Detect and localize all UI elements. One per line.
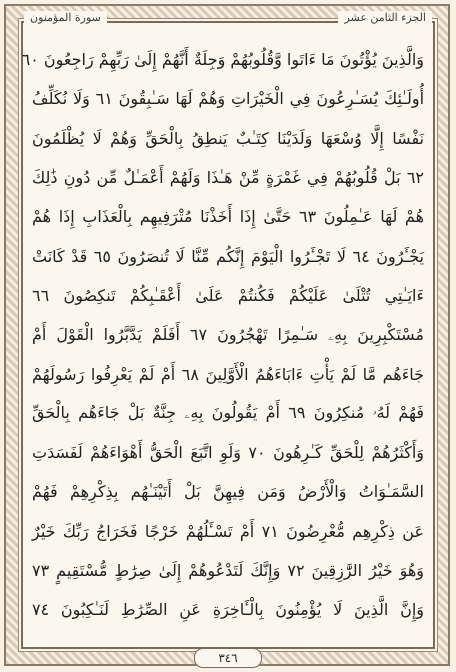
text-line: السَّمَـٰوَاتُ وَالْأَرْضُ وَمَن فِيهِنَّ بَلْ أَتَيْنَـٰهُم بِذِكْرِهِمْ فَهُمْ bbox=[32, 482, 424, 502]
text-line: يَجْـَٔرُونَ ٦٤ لَا تَجْـَٔرُوا الْيَوْمَ إِنَّكُم مِّنَّا لَا تُنصَرُونَ ٦٥ قَدْ كَانَتْ bbox=[32, 246, 425, 266]
text-line: هُمْ لَهَا عَـٰمِلُونَ ٦٣ حَتَّىٰ إِذَا أَخَذْنَا مُتْرَفِيهِم بِالْعَذَابِ إِذَا هُمْ bbox=[32, 207, 424, 227]
page-footer bbox=[178, 648, 278, 668]
text-line: ءَايَـٰتِي تُتْلَىٰ عَلَيْكُمْ فَكُنتُمْ عَلَىٰ أَعْقَـٰبِكُمْ تَنكِصُونَ ٦٦ bbox=[32, 285, 424, 305]
text-line: وَإِنَّ الَّذِينَ لَا يُؤْمِنُونَ بِالْـَٔاخِرَةِ عَنِ الصِّرَٰطِ لَنَـٰكِبُونَ ٧٤ bbox=[32, 600, 424, 620]
text-line: فَهُمْ لَهُۥ مُنكِرُونَ ٦٩ أَمْ يَقُولُونَ بِهِۦ جِنَّةٌ بَلْ جَاءَهُم بِالْحَقِّ bbox=[32, 403, 424, 423]
juz-label: الجزء الثامن عشر bbox=[338, 11, 432, 24]
text-line: نَفْسًا إِلَّا وُسْعَهَا وَلَدَيْنَا كِتَـٰبٌ يَنطِقُ بِالْحَقِّ وَهُمْ لَا يُظْلَمُونَ bbox=[32, 128, 424, 148]
text-line: ٦٢ بَلْ قُلُوبُهُمْ فِي غَمْرَةٍ مِّنْ هَـٰذَا وَلَهُمْ أَعْمَـٰلٌ مِّن دُونِ ذَٰلِكَ bbox=[32, 168, 424, 188]
text-line: جَاءَهُم مَّا لَمْ يَأْتِ ءَابَاءَهُمُ الْأَوَّلِينَ ٦٨ أَمْ لَمْ يَعْرِفُوا رَسُولَهُمْ bbox=[32, 364, 424, 384]
page-header bbox=[24, 4, 432, 30]
text-line: وَالَّذِينَ يُؤْتُونَ مَا ءَاتَوا وَّقُلُوبُهُمْ وَجِلَةٌ أَنَّهُمْ إِلَىٰ رَبِّهِمْ رَاجِعُونَ ٦٠ bbox=[21, 50, 424, 70]
surah-label: سورة المؤمنون bbox=[24, 11, 107, 24]
text-line: وَهُوَ خَيْرُ الرَّٰزِقِينَ ٧٢ وَإِنَّكَ لَتَدْعُوهُمْ إِلَىٰ صِرَٰطٍ مُّسْتَقِيمٍ ٧٣ bbox=[32, 561, 425, 580]
page-number: ٣٤٦ bbox=[194, 648, 262, 668]
text-line: أُولَـٰئِكَ يُسَـٰرِعُونَ فِي الْخَيْرَاتِ وَهُمْ لَهَا سَـٰبِقُونَ ٦١ وَلَا نُكَلِّفُ bbox=[32, 89, 425, 109]
text-line: وَأَكْثَرُهُمْ لِلْحَقِّ كَـٰرِهُونَ ٧٠ وَلَوِ اتَّبَعَ الْحَقُّ أَهْوَاءَهُمْ لَفَسَدَتِ bbox=[32, 443, 425, 463]
quran-text bbox=[21, 40, 425, 630]
text-line: مُسْتَكْبِرِينَ بِهِۦ سَـٰمِرًا تَهْجُرُونَ ٦٧ أَفَلَمْ يَدَّبَّرُوا الْقَوْلَ أَمْ bbox=[32, 324, 424, 344]
text-line: عَن ذِكْرِهِم مُّعْرِضُونَ ٧١ أَمْ تَسْـَٔلُهُمْ خَرْجًا فَخَرَاجُ رَبِّكَ خَيْرٌ bbox=[32, 521, 425, 541]
